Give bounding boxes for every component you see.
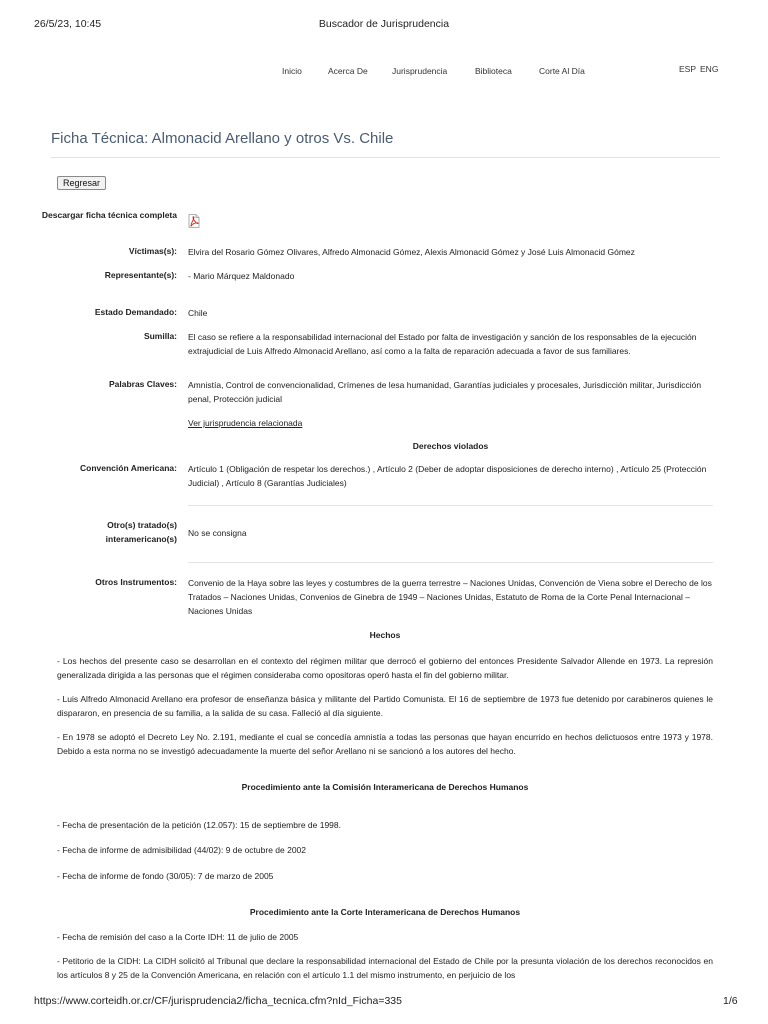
otros-tratados-label: Otro(s) tratado(s) interamericano(s) xyxy=(105,520,177,544)
victimas-value: Elvira del Rosario Gómez Olivares, Alfredo Almonacid Gómez, Alexis Almonacid Gómez y José Luis Almonacid Gómez xyxy=(188,247,635,257)
download-label: Descargar ficha técnica completa xyxy=(41,210,177,220)
corte-item: - Petitorio de la CIDH: La CIDH solicitó al Tribunal que declare la responsabilidad internacional del Estado de Chile por la presunta violación de los derechos reconocidos en los artículos 8 y 25 de la Convención Americana, en relación con el artículo 1.1 del mismo instrumento, en perjuicio de los xyxy=(57,956,713,980)
corte-item: - Fecha de remisión del caso a la Corte IDH: 11 de julio de 2005 xyxy=(57,932,299,942)
nav-item-acerca-de[interactable]: Acerca De xyxy=(328,66,368,76)
divider xyxy=(188,562,713,563)
otros-tratados-value: No se consigna xyxy=(188,528,247,538)
back-button[interactable]: Regresar xyxy=(57,176,106,190)
estado-value: Chile xyxy=(188,308,208,318)
page-title: Ficha Técnica: Almonacid Arellano y otros Vs. Chile xyxy=(51,130,394,147)
convencion-label: Convención Americana: xyxy=(80,463,177,473)
nav-item-biblioteca[interactable]: Biblioteca xyxy=(475,66,512,76)
print-page-number: 1/6 xyxy=(723,995,738,1007)
hechos-paragraph: - Luis Alfredo Almonacid Arellano era profesor de enseñanza básica y militante del Partido Comunista. El 16 de septiembre de 1973 fue detenido por carabineros quienes le dispararon, en presencia de su familia, a la salida de su casa. Falleció al día siguiente. xyxy=(57,694,713,718)
representantes-value: - Mario Márquez Maldonado xyxy=(188,271,295,281)
convencion-value: Artículo 1 (Obligación de respetar los derechos.) , Artículo 2 (Deber de adoptar disposiciones de derecho interno) , Artículo 25 (Protección Judicial) , Artículo 8 (Garantías Judiciales) xyxy=(188,464,707,488)
nav-item-jurisprudencia[interactable]: Jurisprudencia xyxy=(392,66,448,76)
representantes-label: Representante(s): xyxy=(104,270,177,280)
sumilla-label: Sumilla: xyxy=(143,331,177,341)
nav-item-inicio[interactable]: Inicio xyxy=(282,66,302,76)
title-divider xyxy=(51,157,720,158)
comision-item: - Fecha de informe de fondo (30/05): 7 de marzo de 2005 xyxy=(57,871,274,881)
ver-jurisprudencia-wrap xyxy=(188,416,713,430)
palabras-label: Palabras Claves: xyxy=(108,379,177,389)
nav-item-corte-al-dia[interactable]: Corte Al Día xyxy=(539,66,585,76)
print-datetime: 26/5/23, 10:45 xyxy=(34,18,102,30)
sumilla-value: El caso se refiere a la responsabilidad internacional del Estado por falta de investigación y sanción de los responsables de la ejecución extrajudicial de Luis Alfredo Almonacid Arellano, así como a la falta de reparación adecuada a favor de sus familiares. xyxy=(188,332,697,356)
hechos-heading: Hechos xyxy=(369,630,401,640)
victimas-label: Víctimas(s): xyxy=(128,246,177,256)
print-url: https://www.corteidh.or.cr/CF/jurisprudencia2/ficha_tecnica.cfm?nId_Ficha=335 xyxy=(34,995,402,1007)
pdf-icon[interactable] xyxy=(188,214,200,228)
main-nav xyxy=(0,66,768,80)
divider xyxy=(188,505,713,506)
comision-item: - Fecha de presentación de la petición (12.057): 15 de septiembre de 1998. xyxy=(57,820,341,830)
corte-heading: Procedimiento ante la Corte Interamericana de Derechos Humanos xyxy=(249,907,521,917)
estado-label: Estado Demandado: xyxy=(94,307,177,317)
otros-instrumentos-value: Convenio de la Haya sobre las leyes y costumbres de la guerra terrestre – Naciones Unidas, Convención de Viena sobre el Derecho de los Tratados – Naciones Unidas, Convenios de Ginebra de 1949 – Naciones Unidas, Estatuto de Roma de la Corte Penal Internacional – Naciones Unidas xyxy=(188,578,712,616)
lang-esp[interactable]: ESP xyxy=(679,64,697,74)
hechos-paragraph: - Los hechos del presente caso se desarrollan en el contexto del régimen militar que derrocó el gobierno del entonces Presidente Salvador Allende en 1973. La represión generalizada dirigida a las personas que el régimen consideraba como opositoras operó hasta el fin del gobierno militar. xyxy=(57,656,713,680)
comision-heading: Procedimiento ante la Comisión Interamericana de Derechos Humanos xyxy=(241,782,529,792)
ver-jurisprudencia-link[interactable]: Ver jurisprudencia relacionada xyxy=(188,418,303,428)
language-switcher xyxy=(679,64,722,74)
print-page-title: Buscador de Jurisprudencia xyxy=(318,18,450,30)
derechos-heading: Derechos violados xyxy=(412,441,489,451)
lang-eng[interactable]: ENG xyxy=(700,64,719,74)
comision-item: - Fecha de informe de admisibilidad (44/02): 9 de octubre de 2002 xyxy=(57,845,307,855)
otros-instrumentos-label: Otros Instrumentos: xyxy=(95,577,177,587)
hechos-paragraph: - En 1978 se adoptó el Decreto Ley No. 2.191, mediante el cual se concedía amnistía a todas las personas que hayan encurrido en hechos delictuosos entre 1973 y 1978. Debido a esta norma no se investigó adecuadamente la muerte del señor Arellano ni se sancionó a los autores del hecho. xyxy=(57,732,713,756)
palabras-value: Amnistía, Control de convencionalidad, Crímenes de lesa humanidad, Garantías judiciales y procesales, Jurisdicción militar, Jurisdicción penal, Protección judicial xyxy=(188,380,702,404)
